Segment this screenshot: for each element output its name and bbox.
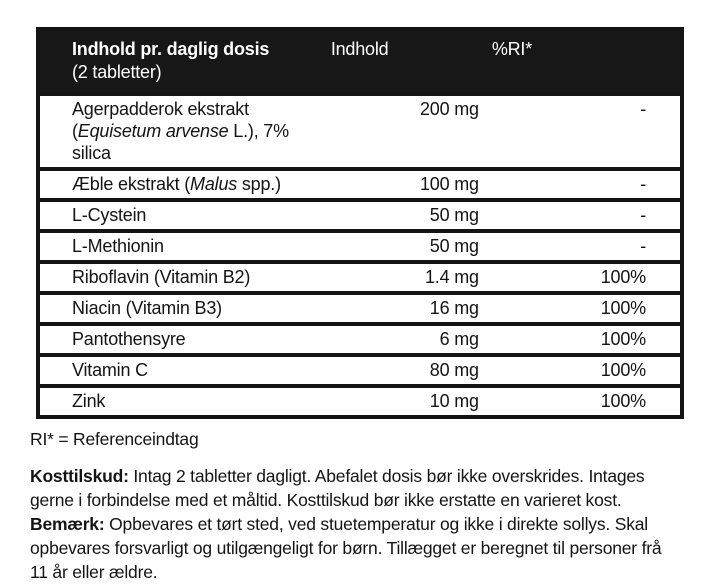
- name-text: L-Methionin: [72, 236, 164, 256]
- ingredient-amount: 200 mg: [330, 94, 491, 169]
- note-text: Intag 2 tabletter dagligt. Abefalet dosis bør ikke overskrides. Intages gerne i forbindelse med et måltid. Kosttilskud bør ikke erstatte en varieret kost.: [30, 466, 645, 510]
- ingredient-name: [38, 293, 330, 324]
- name-text: Agerpadderok ekstrakt: [72, 99, 249, 119]
- ingredient-ri-value: -: [491, 200, 682, 231]
- header-dose-title: Indhold pr. daglig dosis: [72, 39, 270, 59]
- name-text: Æble ekstrakt (: [72, 174, 191, 194]
- ingredient-ri-value: 100%: [491, 386, 682, 417]
- ingredient-name: [38, 324, 330, 355]
- latin-name: Equisetum arvense: [77, 121, 229, 141]
- ri-footnote: RI* = Referenceindtag: [30, 429, 199, 449]
- header-ri-percent: %RI*: [491, 29, 682, 94]
- ingredient-name: [38, 169, 330, 200]
- table-header-row: [38, 29, 682, 94]
- ingredient-row: [38, 169, 682, 200]
- ingredient-row: [38, 355, 682, 386]
- ingredient-amount: 100 mg: [330, 169, 491, 200]
- ingredient-ri-value: -: [491, 94, 682, 169]
- ingredient-name: [38, 262, 330, 293]
- ingredient-ri-value: -: [491, 169, 682, 200]
- note-keyword: Kosttilskud:: [30, 466, 129, 486]
- ingredient-amount: 16 mg: [330, 293, 491, 324]
- ingredient-row: [38, 386, 682, 417]
- ingredient-name: [38, 231, 330, 262]
- name-text: Pantothensyre: [72, 329, 186, 349]
- header-amount: Indhold: [330, 29, 491, 94]
- ingredient-amount: 50 mg: [330, 200, 491, 231]
- name-text: Riboflavin (Vitamin B2): [72, 267, 251, 287]
- latin-name: Malus: [190, 174, 238, 194]
- name-text: Niacin (Vitamin B3): [72, 298, 222, 318]
- ingredient-row: [38, 94, 682, 169]
- header-contents-per-dose: [38, 29, 330, 94]
- ingredient-row: [38, 262, 682, 293]
- ingredient-amount: 50 mg: [330, 231, 491, 262]
- ingredient-row: [38, 231, 682, 262]
- header-dose-subtitle: (2 tabletter): [72, 62, 162, 82]
- note-text: Opbevares et tørt sted, ved stuetemperatur og ikke i direkte sollys. Skal opbevares forsvarligt og utilgængeligt for børn. Tillægget er beregnet til personer frå 11 år eller ældre.: [30, 514, 662, 582]
- ingredient-name: [38, 200, 330, 231]
- name-text: L-Cystein: [72, 205, 147, 225]
- ingredient-amount: 1.4 mg: [330, 262, 491, 293]
- ingredient-name: [38, 355, 330, 386]
- name-text: spp.): [237, 174, 281, 194]
- ingredient-amount: 10 mg: [330, 386, 491, 417]
- ingredient-row: [38, 200, 682, 231]
- ingredient-name: [38, 94, 330, 169]
- nutrition-facts-table: [36, 27, 684, 419]
- table-body: [38, 94, 682, 417]
- name-text: L.), 7% silica: [72, 121, 289, 163]
- name-text: Zink: [72, 391, 106, 411]
- ingredient-amount: 6 mg: [330, 324, 491, 355]
- ingredient-ri-value: 100%: [491, 355, 682, 386]
- ingredient-name: [38, 386, 330, 417]
- ingredient-ri-value: 100%: [491, 324, 682, 355]
- ingredient-amount: 80 mg: [330, 355, 491, 386]
- ingredient-row: [38, 324, 682, 355]
- usage-instructions: [30, 464, 680, 584]
- name-text: Vitamin C: [72, 360, 148, 380]
- ingredient-ri-value: 100%: [491, 262, 682, 293]
- ingredient-ri-value: 100%: [491, 293, 682, 324]
- name-text: (: [72, 121, 78, 141]
- ingredient-ri-value: -: [491, 231, 682, 262]
- note-keyword: Bemærk:: [30, 514, 105, 534]
- ingredient-row: [38, 293, 682, 324]
